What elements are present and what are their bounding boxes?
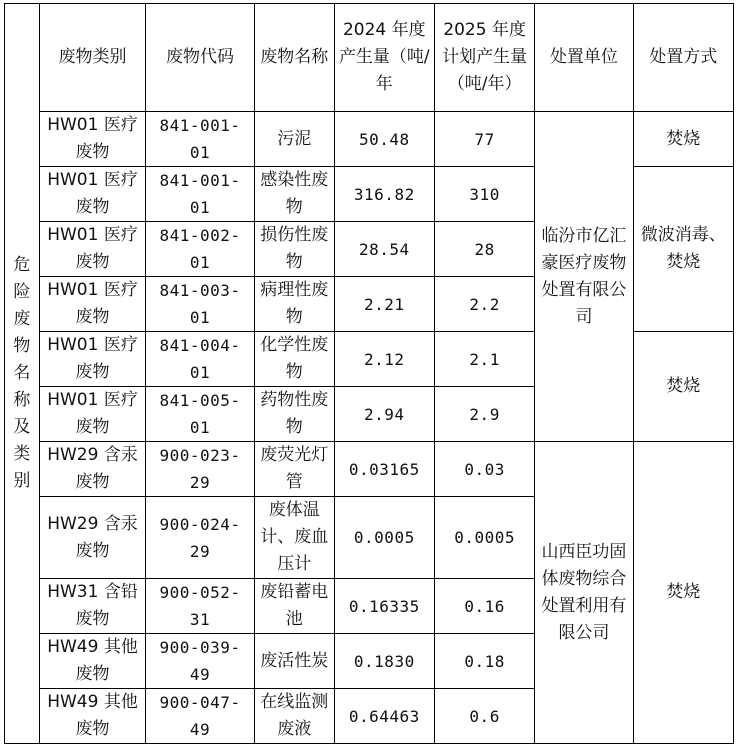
- name-cell: 感染性废物: [254, 167, 334, 222]
- header-code: 废物代码: [146, 4, 255, 112]
- name-cell: 在线监测废液: [254, 689, 334, 744]
- amount-2024-cell: 0.64463: [334, 689, 434, 744]
- category-cell: HW01 医疗废物: [39, 277, 145, 332]
- code-cell: 900-047-49: [146, 689, 255, 744]
- amount-2025-cell: 28: [434, 222, 534, 277]
- code-cell: 841-003-01: [146, 277, 255, 332]
- name-cell: 化学性废物: [254, 332, 334, 387]
- table-row: [5, 442, 734, 497]
- header-amount-2025: 2025 年度计划产生量（吨/年）: [434, 4, 534, 112]
- disposal-unit-cell: 临汾市亿汇豪医疗废物处置有限公司: [535, 112, 633, 442]
- amount-2024-cell: 0.0005: [334, 497, 434, 579]
- code-cell: 900-039-49: [146, 634, 255, 689]
- amount-2025-cell: 310: [434, 167, 534, 222]
- code-cell: 841-001-01: [146, 167, 255, 222]
- category-cell: HW01 医疗废物: [39, 167, 145, 222]
- amount-2024-cell: 316.82: [334, 167, 434, 222]
- name-cell: 废铅蓄电池: [254, 579, 334, 634]
- amount-2024-cell: 28.54: [334, 222, 434, 277]
- amount-2025-cell: 2.9: [434, 387, 534, 442]
- table-row: [5, 112, 734, 167]
- disposal-method-cell: 焚烧: [633, 442, 733, 744]
- name-cell: 废活性炭: [254, 634, 334, 689]
- amount-2025-cell: 77: [434, 112, 534, 167]
- name-cell: 废荧光灯管: [254, 442, 334, 497]
- header-row: [5, 4, 734, 112]
- side-label: 危险废物名称及类别: [13, 255, 31, 491]
- amount-2025-cell: 0.18: [434, 634, 534, 689]
- code-cell: 900-024-29: [146, 497, 255, 579]
- amount-2024-cell: 0.03165: [334, 442, 434, 497]
- code-cell: 841-001-01: [146, 112, 255, 167]
- disposal-method-cell: 焚烧: [633, 332, 733, 442]
- amount-2025-cell: 0.16: [434, 579, 534, 634]
- disposal-method-cell: 微波消毒、焚烧: [633, 167, 733, 332]
- amount-2024-cell: 2.21: [334, 277, 434, 332]
- disposal-method-cell: 焚烧: [633, 112, 733, 167]
- category-cell: HW01 医疗废物: [39, 112, 145, 167]
- amount-2025-cell: 2.1: [434, 332, 534, 387]
- code-cell: 900-023-29: [146, 442, 255, 497]
- category-cell: HW29 含汞废物: [39, 442, 145, 497]
- category-cell: HW29 含汞废物: [39, 497, 145, 579]
- name-cell: 废体温计、废血压计: [254, 497, 334, 579]
- disposal-unit-cell: 山西臣功固体废物综合处置利用有限公司: [535, 442, 633, 744]
- header-name: 废物名称: [254, 4, 334, 112]
- header-method: 处置方式: [633, 4, 733, 112]
- amount-2025-cell: 0.0005: [434, 497, 534, 579]
- category-cell: HW01 医疗废物: [39, 387, 145, 442]
- name-cell: 病理性废物: [254, 277, 334, 332]
- amount-2024-cell: 0.1830: [334, 634, 434, 689]
- name-cell: 污泥: [254, 112, 334, 167]
- category-cell: HW01 医疗废物: [39, 222, 145, 277]
- header-category: 废物类别: [39, 4, 145, 112]
- hazardous-waste-table: [4, 3, 734, 744]
- amount-2025-cell: 2.2: [434, 277, 534, 332]
- amount-2024-cell: 2.12: [334, 332, 434, 387]
- amount-2025-cell: 0.03: [434, 442, 534, 497]
- category-cell: HW31 含铅废物: [39, 579, 145, 634]
- code-cell: 900-052-31: [146, 579, 255, 634]
- code-cell: 841-005-01: [146, 387, 255, 442]
- amount-2024-cell: 0.16335: [334, 579, 434, 634]
- name-cell: 药物性废物: [254, 387, 334, 442]
- side-label-cell: [5, 4, 40, 744]
- amount-2024-cell: 50.48: [334, 112, 434, 167]
- header-amount-2024: 2024 年度产生量（吨/年: [334, 4, 434, 112]
- amount-2025-cell: 0.6: [434, 689, 534, 744]
- code-cell: 841-002-01: [146, 222, 255, 277]
- amount-2024-cell: 2.94: [334, 387, 434, 442]
- code-cell: 841-004-01: [146, 332, 255, 387]
- name-cell: 损伤性废物: [254, 222, 334, 277]
- category-cell: HW49 其他废物: [39, 634, 145, 689]
- category-cell: HW01 医疗废物: [39, 332, 145, 387]
- header-unit: 处置单位: [535, 4, 633, 112]
- category-cell: HW49 其他废物: [39, 689, 145, 744]
